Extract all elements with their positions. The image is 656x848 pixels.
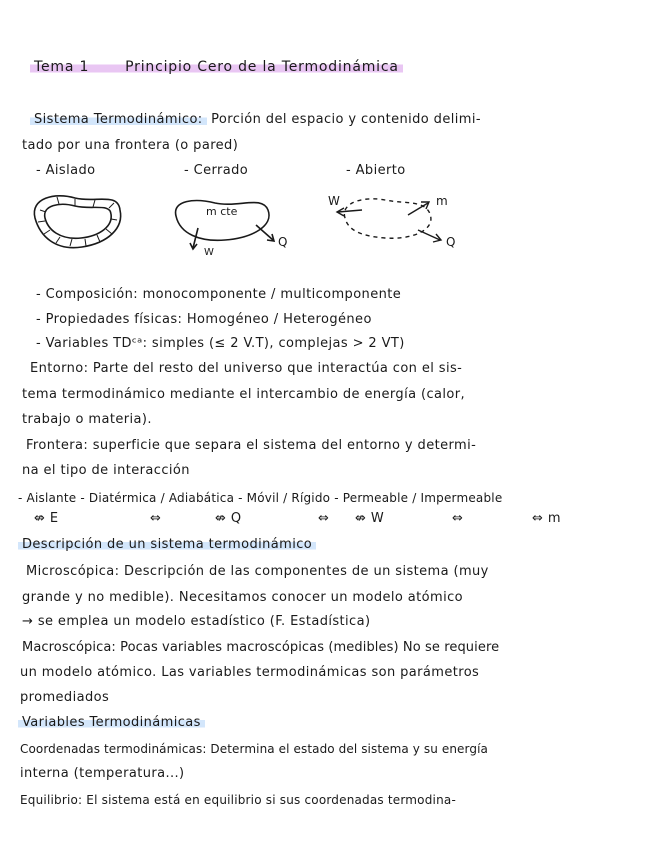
sistema-definition: Porción del espacio y contenido delimi- <box>206 112 481 127</box>
type-abierto: - Abierto <box>346 163 406 178</box>
closed-heat-label: Q <box>278 235 288 249</box>
type-cerrado: - Cerrado <box>184 163 249 178</box>
macro-line-2: un modelo atómico. Las variables termodinámicas son parámetros <box>20 665 480 680</box>
coordenadas-line-2: interna (temperatura...) <box>20 766 185 781</box>
sistema-term: Sistema Termodinámico: <box>30 112 207 127</box>
macro-line-1: Macroscópica: Pocas variables macroscópicas (medibles) No se requiere <box>22 640 500 655</box>
type-aislado: - Aislado <box>36 163 96 178</box>
title-principio: Principio Cero de la Termodinámica <box>125 59 399 75</box>
open-mass-label: m <box>436 194 448 208</box>
bullet-propiedades: - Propiedades físicas: Homogéneo / Heterogéneo <box>36 312 372 327</box>
bullet-composicion: - Composición: monocomponente / multicomponente <box>36 287 402 302</box>
title-tema: Tema 1 <box>34 59 90 75</box>
closed-mass-constant-label: m cte <box>206 205 238 218</box>
entorno-line-2: tema termodinámico mediante el intercambio de energía (calor, <box>22 387 466 402</box>
walls-movil-symbol: ⇔ <box>318 511 330 526</box>
micro-line-2: grande y no medible). Necesitamos conocer un modelo atómico <box>22 590 463 605</box>
walls-rigido-symbol: ⇎ W <box>355 511 385 526</box>
micro-line-3: → se emplea un modelo estadístico (F. Estadística) <box>22 614 371 629</box>
walls-adiabatica-symbol: ⇎ Q <box>215 511 242 526</box>
frontera-line-1: Frontera: superficie que separa el sistema del entorno y determi- <box>26 438 477 453</box>
isolated-system-drawing <box>34 196 120 248</box>
entorno-line-1: Entorno: Parte del resto del universo que interactúa con el sis- <box>30 361 463 376</box>
equilibrio-line: Equilibrio: El sistema está en equilibrio si sus coordenadas termodina- <box>20 793 456 807</box>
macro-line-3: promediados <box>20 690 110 705</box>
walls-diatermica-symbol: ⇔ <box>150 511 162 526</box>
sistema-line-2: tado por una frontera (o pared) <box>22 138 239 153</box>
descripcion-heading: Descripción de un sistema termodinámico <box>18 537 316 553</box>
closed-work-label: W <box>204 247 214 258</box>
open-system-drawing <box>337 199 441 242</box>
variables-heading: Variables Termodinámicas <box>18 715 205 731</box>
micro-line-1: Microscópica: Descripción de las componentes de un sistema (muy <box>26 564 489 579</box>
walls-permeable-symbol: ⇔ <box>452 511 464 526</box>
walls-impermeable-symbol: ⇔ m <box>532 511 561 526</box>
walls-line-1: - Aislante - Diatérmica / Adiabática - Móvil / Rígido - Permeable / Impermeable <box>18 491 503 505</box>
walls-aislante-symbol: ⇎ E <box>34 511 59 526</box>
bullet-variables: - Variables TDᶜᵃ: simples (≤ 2 V.T), complejas > 2 VT) <box>36 336 405 351</box>
open-work-label: W <box>328 194 340 208</box>
entorno-line-3: trabajo o materia). <box>22 412 152 427</box>
coordenadas-line-1: Coordenadas termodinámicas: Determina el estado del sistema y su energía <box>20 742 488 756</box>
frontera-line-2: na el tipo de interacción <box>22 463 190 478</box>
open-heat-label: Q <box>446 235 456 249</box>
